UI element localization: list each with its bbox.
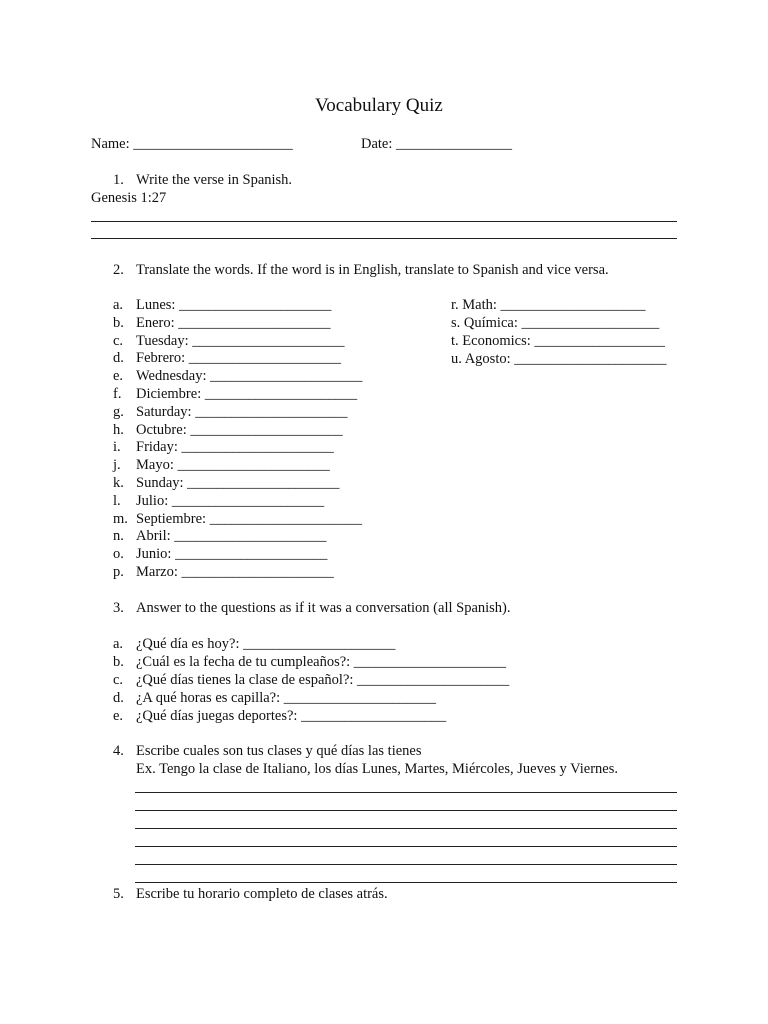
q2-left-item[interactable]: Tuesday: _____________________ <box>136 332 345 349</box>
q2-left-letter: d. <box>113 350 124 367</box>
q1-prompt: Write the verse in Spanish. <box>136 172 293 188</box>
q2-left-item[interactable]: Junio: _____________________ <box>136 546 328 563</box>
q2-left-letter: c. <box>113 332 124 349</box>
q2-left-letter: h. <box>113 421 124 438</box>
q2-left-item[interactable]: Febrero: _____________________ <box>136 350 341 367</box>
q1-answer-line[interactable] <box>91 238 677 239</box>
q2-left-item[interactable]: Sunday: _____________________ <box>136 475 340 491</box>
name-field[interactable]: Name: ______________________ <box>91 136 293 152</box>
q2-right-item[interactable]: t. Economics: __________________ <box>451 333 665 349</box>
q2-left-item[interactable]: Octubre: _____________________ <box>136 421 343 438</box>
q2-left-letter: j. <box>113 457 121 474</box>
q2-left-item[interactable]: Enero: _____________________ <box>136 314 331 331</box>
q4-answer-line[interactable] <box>135 828 677 829</box>
q3-letter: b. <box>113 654 124 670</box>
q2-right-item[interactable]: s. Química: ___________________ <box>451 315 660 331</box>
q2-left-item[interactable]: Wednesday: _____________________ <box>136 368 363 385</box>
q2-left-letter: b. <box>113 314 124 331</box>
q1-reference: Genesis 1:27 <box>91 190 167 206</box>
q2-left-item[interactable]: Diciembre: _____________________ <box>136 386 358 402</box>
q2-left-letter: l. <box>113 492 121 509</box>
q2-left-letter: g. <box>113 403 124 420</box>
q2-left-item[interactable]: Saturday: _____________________ <box>136 403 348 420</box>
q2-left-letter: i. <box>113 439 121 456</box>
q3-letter: c. <box>113 672 124 688</box>
q3-item[interactable]: ¿Qué días juegas deportes?: ____________________ <box>136 708 447 724</box>
q4-number: 4. <box>113 743 124 759</box>
page-title: Vocabulary Quiz <box>315 95 443 116</box>
q3-number: 3. <box>113 600 124 616</box>
q2-left-item[interactable]: Lunes: _____________________ <box>136 297 332 313</box>
q5-number: 5. <box>113 886 124 902</box>
q2-left-letter: k. <box>113 475 124 491</box>
q2-prompt: Translate the words. If the word is in English, translate to Spanish and vice versa. <box>136 262 609 278</box>
q2-left-letter: f. <box>113 386 122 402</box>
q2-left-letter: m. <box>113 510 128 527</box>
q3-item[interactable]: ¿Cuál es la fecha de tu cumpleaños?: _____________________ <box>136 654 507 670</box>
q4-answer-line[interactable] <box>135 810 677 811</box>
q2-number: 2. <box>113 262 124 278</box>
q4-prompt: Escribe cuales son tus clases y qué días las tienes <box>136 743 422 759</box>
q2-right-item[interactable]: u. Agosto: _____________________ <box>451 351 667 367</box>
q1-number: 1. <box>113 172 124 188</box>
q2-left-item[interactable]: Friday: _____________________ <box>136 439 334 456</box>
q3-letter: e. <box>113 708 124 724</box>
q4-answer-line[interactable] <box>135 882 677 883</box>
q4-example: Ex. Tengo la clase de Italiano, los días Lunes, Martes, Miércoles, Jueves y Viernes. <box>136 761 618 777</box>
q2-left-letter: a. <box>113 297 124 313</box>
q2-left-item[interactable]: Septiembre: _____________________ <box>136 510 362 527</box>
q5-prompt: Escribe tu horario completo de clases atrás. <box>136 886 388 902</box>
q1-answer-line[interactable] <box>91 221 677 222</box>
q4-answer-line[interactable] <box>135 864 677 865</box>
q2-left-letter: e. <box>113 368 124 385</box>
q4-answer-line[interactable] <box>135 846 677 847</box>
q4-answer-line[interactable] <box>135 792 677 793</box>
q2-left-letter: o. <box>113 546 124 563</box>
q2-left-item[interactable]: Mayo: _____________________ <box>136 457 330 474</box>
q2-left-item[interactable]: Julio: _____________________ <box>136 492 325 509</box>
q3-letter: d. <box>113 690 124 706</box>
q2-left-item[interactable]: Abril: _____________________ <box>136 528 327 545</box>
q2-left-letter: p. <box>113 564 124 580</box>
q2-right-item[interactable]: r. Math: ____________________ <box>451 297 646 313</box>
q3-letter: a. <box>113 636 124 652</box>
date-field[interactable]: Date: ________________ <box>361 136 513 152</box>
q3-item[interactable]: ¿Qué día es hoy?: _____________________ <box>136 636 396 652</box>
q3-prompt: Answer to the questions as if it was a conversation (all Spanish). <box>136 600 511 616</box>
q2-left-letter: n. <box>113 528 124 545</box>
q3-item[interactable]: ¿Qué días tienes la clase de español?: _____________________ <box>136 672 510 688</box>
q3-item[interactable]: ¿A qué horas es capilla?: _____________________ <box>136 690 437 706</box>
q2-left-item[interactable]: Marzo: _____________________ <box>136 564 334 580</box>
